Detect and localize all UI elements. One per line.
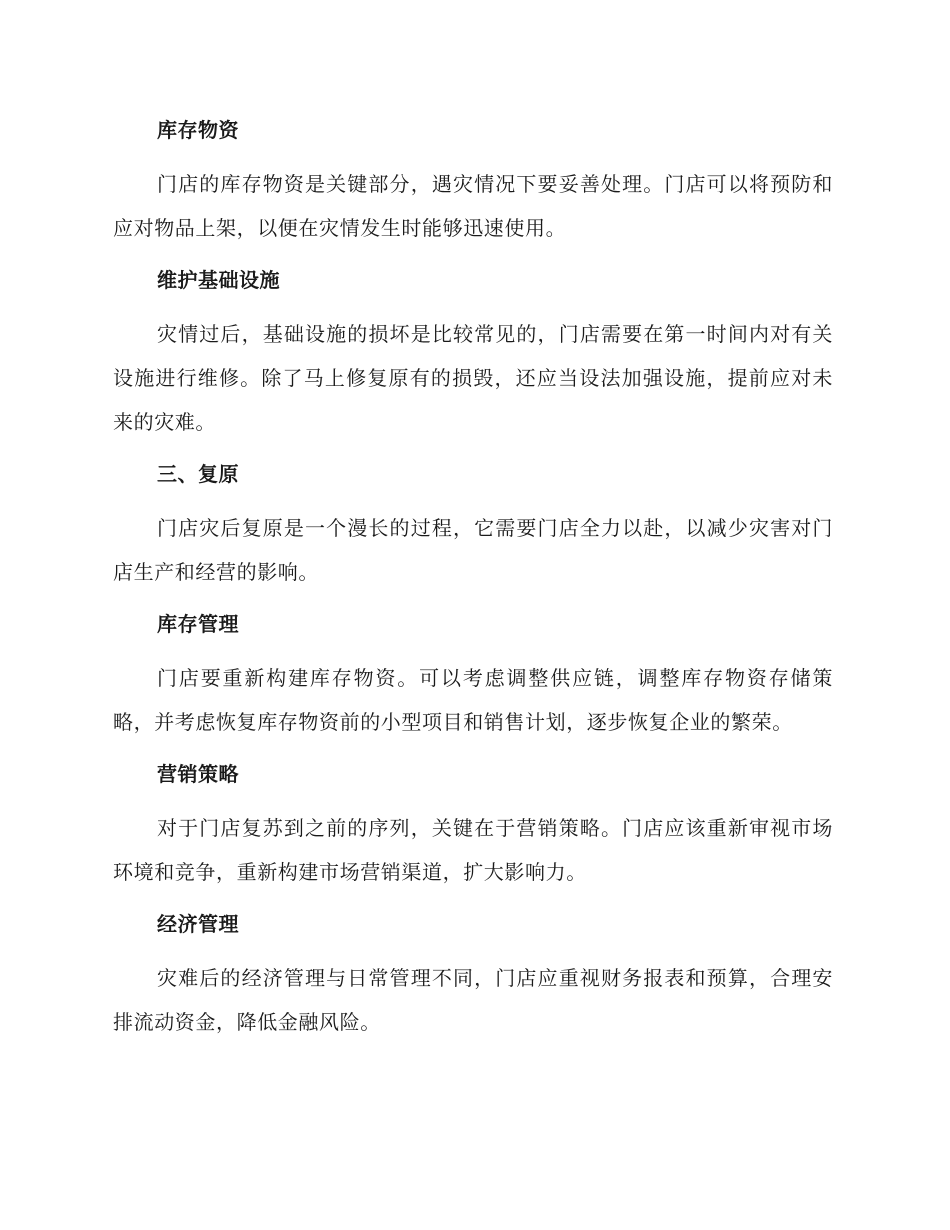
section-heading-economic-management: 经济管理 xyxy=(157,912,239,936)
section-heading-inventory: 库存物资 xyxy=(157,118,239,142)
section-paragraph-recovery: 门店灾后复原是一个漫长的过程，它需要门店全力以赴，以减少灾害对门店生产和经营的影响。 xyxy=(113,516,833,584)
section-paragraph-economic-management: 灾难后的经济管理与日常管理不同，门店应重视财务报表和预算，合理安排流动资金，降低金融风险。 xyxy=(113,966,833,1034)
section-heading-marketing: 营销策略 xyxy=(157,762,239,786)
section-paragraph-infrastructure: 灾情过后，基础设施的损坏是比较常见的，门店需要在第一时间内对有关设施进行维修。除了马上修复原有的损毁，还应当设法加强设施，提前应对未来的灾难。 xyxy=(113,322,833,434)
document-body xyxy=(113,108,833,1052)
section-heading-recovery: 三、复原 xyxy=(157,462,239,486)
section-heading-infrastructure: 维护基础设施 xyxy=(157,268,280,292)
section-paragraph-marketing: 对于门店复苏到之前的序列，关键在于营销策略。门店应该重新审视市场环境和竞争，重新构建市场营销渠道，扩大影响力。 xyxy=(113,816,833,884)
section-heading-inventory-management: 库存管理 xyxy=(157,612,239,636)
section-paragraph-inventory-management: 门店要重新构建库存物资。可以考虑调整供应链，调整库存物资存储策略，并考虑恢复库存物资前的小型项目和销售计划，逐步恢复企业的繁荣。 xyxy=(113,666,833,734)
section-paragraph-inventory: 门店的库存物资是关键部分，遇灾情况下要妥善处理。门店可以将预防和应对物品上架，以便在灾情发生时能够迅速使用。 xyxy=(113,172,833,240)
